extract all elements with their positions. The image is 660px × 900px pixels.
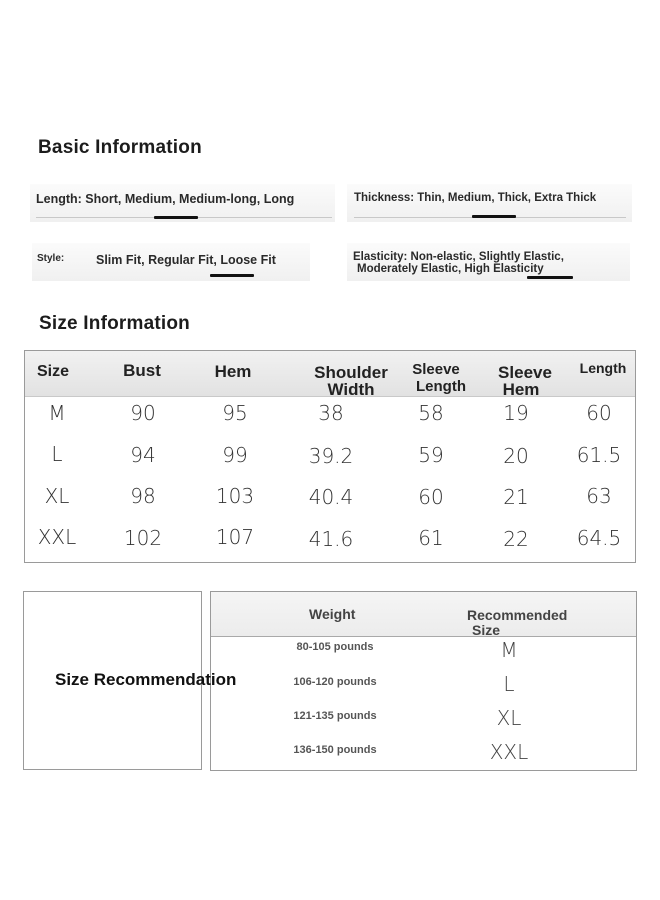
size-chart-table (24, 350, 636, 563)
cell-length: 60 (586, 401, 612, 425)
cell-shoulder: 38 (318, 401, 344, 425)
header-size: Size (36, 363, 69, 380)
recommended-size: L (503, 672, 515, 696)
recommendation-table (210, 591, 637, 771)
recommended-size: XXL (489, 740, 529, 764)
header-recommended-line1: Recommended (467, 607, 568, 623)
elasticity-indicator (527, 276, 573, 279)
header-sleeve-hem-line1: Sleeve (498, 363, 552, 382)
style-attribute: Slim Fit, Regular Fit, Loose Fit (96, 253, 276, 267)
cell-sleeve-hem: 19 (503, 401, 529, 425)
cell-length: 63 (586, 484, 612, 508)
header-shoulder-line1: Shoulder (314, 363, 388, 382)
weight-range: 80-105 pounds (296, 641, 374, 653)
weight-range: 121-135 pounds (293, 710, 377, 722)
recommendation-header (211, 592, 636, 637)
header-weight: Weight (309, 606, 356, 622)
elasticity-attribute-line2: Moderately Elastic, High Elasticity (357, 263, 544, 275)
cell-hem: 107 (215, 525, 255, 549)
cell-hem: 95 (222, 401, 248, 425)
style-label: Style: (37, 253, 65, 264)
cell-hem: 99 (222, 443, 248, 467)
cell-bust: 90 (130, 401, 156, 425)
header-sleeve-hem-line2: Hem (502, 380, 540, 399)
header-shoulder-line2: Width (327, 380, 375, 399)
cell-size: L (51, 442, 63, 466)
header-sleeve-length (401, 361, 481, 395)
cell-sleeve-hem: 21 (503, 485, 529, 509)
cell-size: M (48, 401, 66, 425)
weight-range: 136-150 pounds (293, 744, 377, 756)
cell-sleeve-length: 59 (418, 443, 444, 467)
elasticity-attribute-line1: Elasticity: Non-elastic, Slightly Elastic, (353, 251, 564, 263)
cell-bust: 98 (130, 484, 156, 508)
length-indicator (154, 216, 198, 219)
basic-info-title: Basic Information (38, 137, 202, 158)
recommended-size: XL (496, 706, 522, 730)
thickness-attribute: Thickness: Thin, Medium, Thick, Extra Thick (354, 192, 597, 204)
cell-hem: 103 (215, 484, 255, 508)
cell-length: 64.5 (576, 526, 622, 550)
length-attribute: Length: Short, Medium, Medium-long, Long (36, 192, 295, 206)
size-info-title: Size Information (39, 313, 190, 334)
cell-shoulder: 40.4 (308, 485, 354, 509)
cell-size: XL (44, 484, 70, 508)
cell-sleeve-length: 60 (418, 485, 444, 509)
cell-bust: 102 (123, 526, 163, 550)
header-sleeve-hem (487, 364, 563, 398)
header-sleeve-length-line1: Sleeve (412, 361, 460, 378)
cell-shoulder: 41.6 (308, 527, 354, 551)
header-recommended-line2: Size (472, 622, 501, 638)
cell-sleeve-hem: 22 (503, 527, 529, 551)
cell-size: XXL (37, 525, 77, 549)
cell-bust: 94 (130, 443, 156, 467)
style-indicator (210, 274, 254, 277)
header-bust: Bust (123, 361, 161, 380)
header-sleeve-length-line2: Length (416, 378, 466, 395)
header-hem: Hem (214, 362, 252, 381)
cell-sleeve-length: 61 (418, 526, 444, 550)
cell-length: 61.5 (576, 443, 622, 467)
weight-range: 106-120 pounds (293, 676, 377, 688)
thickness-indicator (472, 215, 516, 218)
cell-sleeve-length: 58 (418, 401, 444, 425)
header-length: Length (579, 360, 627, 376)
size-recommendation-title: Size Recommendation (55, 670, 237, 689)
recommended-size: M (500, 638, 518, 662)
cell-shoulder: 39.2 (308, 444, 354, 468)
header-recommended-size (467, 608, 567, 638)
size-chart-header (25, 351, 635, 397)
cell-sleeve-hem: 20 (503, 444, 529, 468)
header-shoulder-width (305, 364, 397, 398)
